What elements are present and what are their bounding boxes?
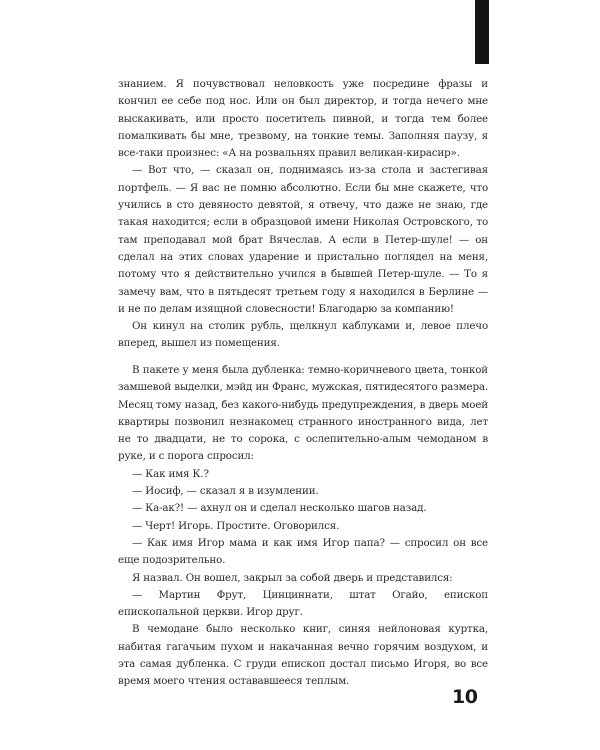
paragraph: Он кинул на столик рубль, щелкнул каблуками и, левое плечо вперед, вышел из помещения. <box>118 320 488 350</box>
paragraph: Я назвал. Он вошел, закрыл за собой дверь и представился: <box>132 571 453 584</box>
dialogue-line: — Мартин Фрут, Цинциннати, штат Огайо, епископ епископальной церкви. Игор друг. <box>118 588 488 619</box>
dialogue-line: — Как имя К.? <box>132 467 209 480</box>
page-edge-marker <box>475 0 489 64</box>
text-section-1 <box>118 76 488 353</box>
paragraph: В чемодане было несколько книг, синяя нейлоновая куртка, набитая гагачьим пухом и накачанная вечно горячим воздухом, и эта самая дубленка. С груди епископ достал письмо Игоря, во все время моего чтения остававшееся теплым. <box>118 623 488 688</box>
dialogue-line: — Ка-ак?! — ахнул он и сделал несколько шагов назад. <box>132 502 427 515</box>
paragraph: знанием. Я почувствовал неловкость уже посредине фразы и кончил ее себе под нос. Или он был директор, и тогда нечего мне выскакивать, или просто посетитель пивной, и тогда тем более помалкивать бы мне, трезвому, на тонкие темы. Заполняя паузу, я все-таки произнес: «А на розвальнях правил великан-кирасир». <box>118 78 488 160</box>
dialogue-line: — Черт! Игорь. Простите. Оговорился. <box>132 519 340 532</box>
text-section-2 <box>118 362 488 691</box>
page-number: 10 <box>452 686 478 708</box>
paragraph: В пакете у меня была дубленка: темно-коричневого цвета, тонкой замшевой выделки, мэйд ин Франс, мужская, пятидесятого размера. Месяц тому назад, без какого-нибудь предупреждения, в дверь моей квартиры позвонил незнакомец странного иностранного вида, лет не то двадцати, не то сорока, с ослепительно-алым чемоданом в руке, и с порога спросил: <box>118 364 488 463</box>
dialogue-line: — Иосиф, — сказал я в изумлении. <box>132 485 319 498</box>
paragraph: — Вот что, — сказал он, поднимаясь из-за стола и застегивая портфель. — Я вас не помню абсолютно. Если бы мне скажете, что учились в сто девяносто девятой, я отвечу, что даже не знаю, где такая находится; если в образцовой имени Николая Островского, то там преподавал мой брат Вячеслав. А если в Петер-шуле! — он сделал на этих словах ударение и пристально поглядел на меня, потому что я действительно учился в бывшей Петер-шуле. — То я замечу вам, что в пятьдесят третьем году я находился в Берлине — и не по делам изящной словесности! Благодарю за компанию! <box>118 164 488 315</box>
dialogue-line: — Как имя Игор мама и как имя Игор папа? — спросил он все еще подозрительно. <box>118 536 488 567</box>
